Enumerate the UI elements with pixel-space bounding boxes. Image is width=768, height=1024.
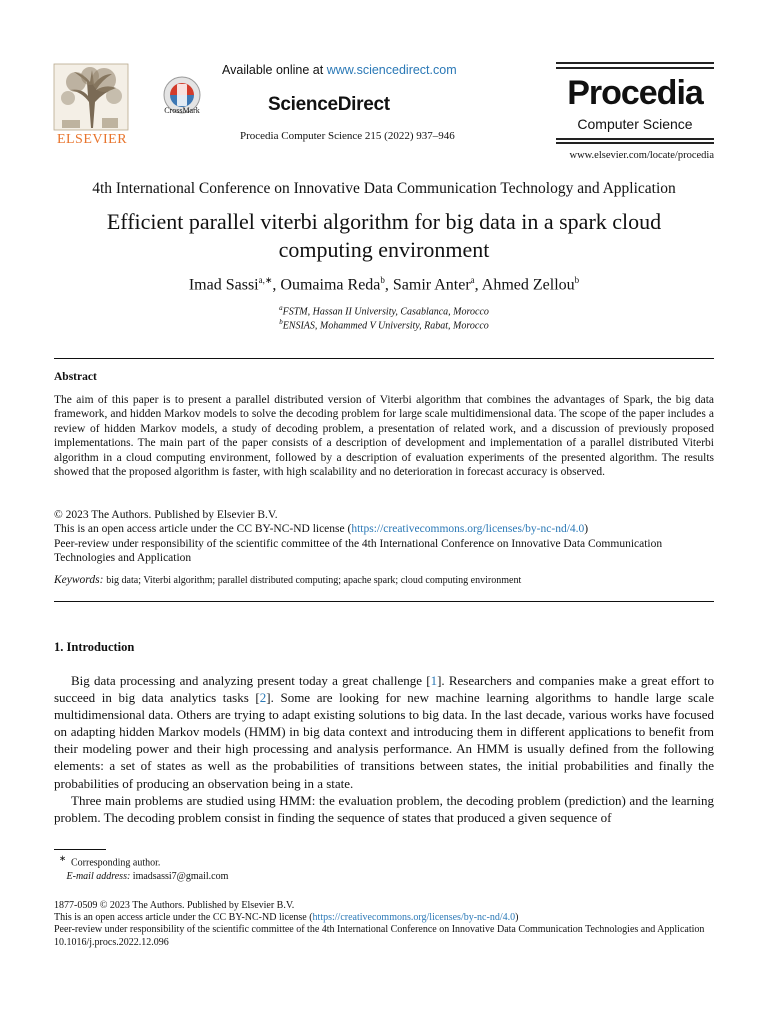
divider	[54, 358, 714, 359]
divider	[54, 601, 714, 602]
author-separator: ,	[272, 276, 281, 294]
author-name: Samir Anter	[392, 276, 471, 294]
doi[interactable]: 10.1016/j.procs.2022.12.096	[54, 936, 169, 948]
keywords-label: Keywords:	[54, 574, 104, 586]
abstract-body: The aim of this paper is to present a parallel distributed version of Viterbi algorithm that combines the advantages of Spark, the big data framework, and hidden Markov models to solve the decoding problem for large scale multidimensional data. The scope of the paper includes a review of hidden Markov models, a study of decoding problem, a presentation of related work, and a discussion of previously proposed implementations. The main part of the paper consists of a description of development and implementation of a parallel distributed Viterbi algorithm in a cloud computing environment, followed by a description of evaluation experiments of the presented algorithm. The results showed that the proposed algorithm is faster, with high scalability and no deterioration in forecast accuracy is observed.	[54, 394, 714, 479]
paragraph-text: ]. Some are looking for new machine learning algorithms to handle large scale multidimensional data. Others are trying to adapt existing solutions to big data. In the last decade, various works have focused on adapting hidden Markov models (HMM) in big data context and introducing them in different applications to benefit from their modeling power and their high processing and analysis performance. An HMM is usually defined from the following elements: a set of states as well as the probabilities of transitions between states, the initial probabilities and finally the probabilities of producing an observation being in a state.	[54, 690, 714, 791]
copyright-line: © 2023 The Authors. Published by Elsevier B.V.	[54, 509, 278, 521]
issn-copyright: 1877-0509 © 2023 The Authors. Published by Elsevier B.V.	[54, 900, 295, 911]
email-address[interactable]: imadsassi7@gmail.com	[132, 871, 229, 883]
sciencedirect-link[interactable]: www.sciencedirect.com	[326, 63, 457, 77]
keywords-line	[54, 574, 714, 586]
paragraph: Three main problems are studied using HMM: the evaluation problem, the decoding problem (prediction) and the learning problem. The decoding problem consist in finding the sequence of states that produced a given sequence of	[54, 792, 714, 825]
journal-logo-subtitle: Computer Science	[577, 116, 693, 132]
peer-review-line: Peer-review under responsibility of the scientific committee of the 4th International Conference on Innovative Data Communication Technologies and Application	[54, 537, 663, 565]
sciencedirect-logo: ScienceDirect	[268, 94, 390, 115]
email-note	[54, 870, 228, 884]
publisher-name: ELSEVIER	[56, 132, 128, 147]
paragraph	[54, 672, 714, 792]
author-name: Oumaima Reda	[280, 276, 381, 294]
author-list	[40, 275, 728, 294]
license-link[interactable]: https://creativecommons.org/licenses/by-nc-nd/4.0	[351, 523, 585, 536]
footer-peer-review: Peer-review under responsibility of the scientific committee of the 4th International Conference on Innovative Data Communication Technologies and Application	[54, 924, 705, 936]
paper-title: Efficient parallel viterbi algorithm for big data in a spark cloud computing environment	[106, 209, 662, 262]
affiliation-b	[0, 318, 768, 331]
conference-name: 4th International Conference on Innovative Data Communication Technology and Application	[92, 180, 676, 197]
paragraph-text: Big data processing and analyzing present today a great challenge [	[71, 673, 431, 688]
abstract-heading: Abstract	[54, 371, 97, 383]
license-suffix: )	[584, 523, 589, 536]
journal-logo-name: Procedia	[567, 74, 703, 112]
footnote	[54, 852, 228, 884]
section-heading-introduction: 1. Introduction	[54, 640, 135, 654]
citation-link[interactable]: 1	[430, 673, 438, 688]
affiliation-marker: a	[279, 304, 283, 312]
citation-link[interactable]: 2	[259, 690, 267, 706]
author-affiliation-marker: b	[380, 275, 385, 285]
introduction-body	[54, 672, 714, 826]
corresponding-author-text: Corresponding author.	[70, 857, 161, 869]
license-prefix: This is an open access article under the CC BY-NC-ND license (	[54, 523, 352, 536]
available-online-prefix: Available online at	[222, 63, 324, 77]
author-affiliation-marker: a	[470, 275, 475, 285]
keywords-values: big data; Viterbi algorithm; parallel distributed computing; apache spark; cloud computing environment	[106, 575, 522, 586]
crossmark-label: CrossMark	[164, 106, 200, 115]
license-suffix: )	[515, 912, 519, 924]
footnote-marker: ∗	[59, 854, 66, 863]
author-affiliation-marker: a,∗	[258, 275, 273, 285]
author-separator: ,	[474, 276, 482, 294]
email-label: E-mail address:	[66, 871, 131, 883]
author-affiliation-marker: b	[574, 275, 580, 285]
license-line	[54, 522, 714, 536]
footer-license-line	[54, 912, 714, 924]
author-name: Ahmed Zellou	[481, 276, 575, 294]
affiliation-marker: b	[279, 318, 283, 326]
journal-url[interactable]: www.elsevier.com/locate/procedia	[569, 150, 714, 161]
author-separator: ,	[384, 276, 393, 294]
license-prefix: This is an open access article under the CC BY-NC-ND license (	[54, 912, 313, 924]
footer-block	[54, 900, 714, 949]
footer-license-link[interactable]: https://creativecommons.org/licenses/by-nc-nd/4.0	[312, 912, 516, 924]
affiliation-text: ENSIAS, Mohammed V University, Rabat, Morocco	[282, 320, 489, 332]
abstract-license-block	[54, 508, 714, 566]
affiliation-a	[0, 304, 768, 317]
footnote-rule	[54, 849, 106, 850]
paragraph-text: ]. Researchers and companies make a great effort to succeed in big data analytics tasks [	[54, 673, 714, 706]
journal-citation: Procedia Computer Science 215 (2022) 937–946	[240, 130, 455, 142]
procedia-journal-logo	[556, 62, 714, 144]
affiliation-text: FSTM, Hassan II University, Casablanca, Morocco	[282, 306, 489, 318]
corresponding-author-note	[54, 852, 228, 870]
author-name: Imad Sassi	[188, 276, 259, 294]
available-online-line	[222, 63, 457, 77]
